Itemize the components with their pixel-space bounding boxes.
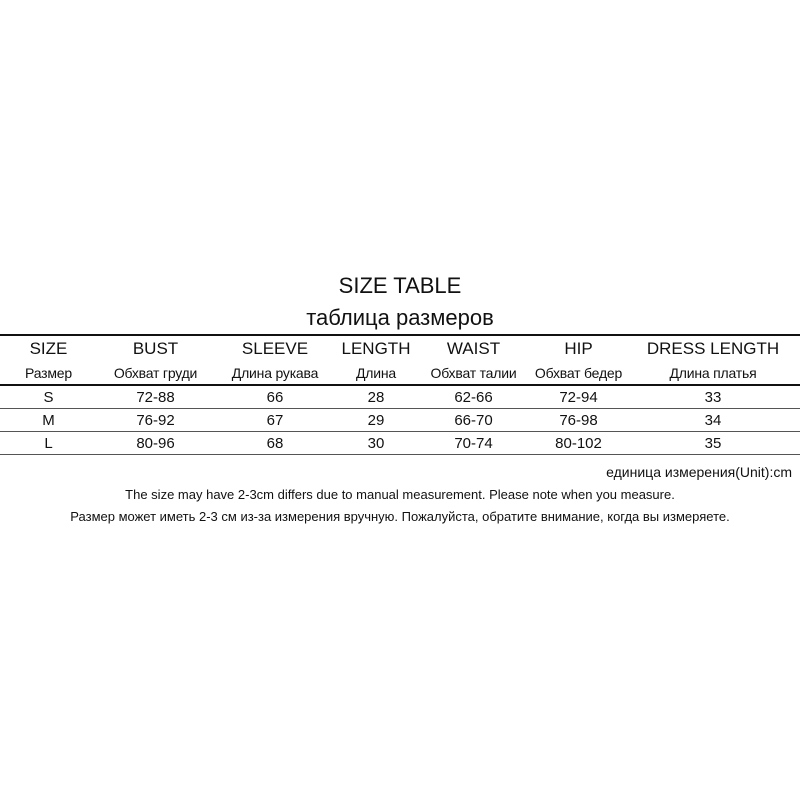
header-bust: BUST (97, 335, 214, 362)
header-sleeve: SLEEVE (214, 335, 336, 362)
header-hip: HIP (531, 335, 626, 362)
header-length-ru: Длина (336, 362, 416, 385)
header-waist: WAIST (416, 335, 531, 362)
cell-size: S (0, 385, 97, 409)
cell-bust: 76-92 (97, 409, 214, 432)
table-row (0, 432, 800, 455)
cell-waist: 66-70 (416, 409, 531, 432)
cell-bust: 80-96 (97, 432, 214, 455)
header-size-ru: Размер (0, 362, 97, 385)
size-table-title-russian: таблица размеров (306, 305, 494, 330)
measurement-note-english: The size may have 2-3cm differs due to manual measurement. Please note when you measure. (125, 487, 675, 502)
cell-size: M (0, 409, 97, 432)
cell-length: 28 (336, 385, 416, 409)
cell-dress-length: 35 (626, 432, 800, 455)
header-row-english (0, 335, 800, 362)
cell-sleeve: 66 (214, 385, 336, 409)
cell-hip: 72-94 (531, 385, 626, 409)
header-dress-length-ru: Длина платья (626, 362, 800, 385)
header-length: LENGTH (336, 335, 416, 362)
size-table (0, 334, 800, 455)
cell-hip: 80-102 (531, 432, 626, 455)
header-dress-length: DRESS LENGTH (626, 335, 800, 362)
cell-waist: 70-74 (416, 432, 531, 455)
cell-length: 30 (336, 432, 416, 455)
cell-hip: 76-98 (531, 409, 626, 432)
header-sleeve-ru: Длина рукава (214, 362, 336, 385)
table-row (0, 409, 800, 432)
cell-sleeve: 67 (214, 409, 336, 432)
cell-dress-length: 34 (626, 409, 800, 432)
header-bust-ru: Обхват груди (97, 362, 214, 385)
unit-note: единица измерения(Unit):cm (606, 464, 792, 480)
header-waist-ru: Обхват талии (416, 362, 531, 385)
cell-sleeve: 68 (214, 432, 336, 455)
cell-dress-length: 33 (626, 385, 800, 409)
size-table-title: SIZE TABLE (338, 273, 462, 298)
measurement-note-russian: Размер может иметь 2-3 см из-за измерения вручную. Пожалуйста, обратите внимание, когда вы измеряете. (70, 509, 730, 524)
table-row (0, 385, 800, 409)
cell-length: 29 (336, 409, 416, 432)
cell-bust: 72-88 (97, 385, 214, 409)
header-row-russian (0, 362, 800, 385)
cell-waist: 62-66 (416, 385, 531, 409)
header-hip-ru: Обхват бедер (531, 362, 626, 385)
cell-size: L (0, 432, 97, 455)
header-size: SIZE (0, 335, 97, 362)
